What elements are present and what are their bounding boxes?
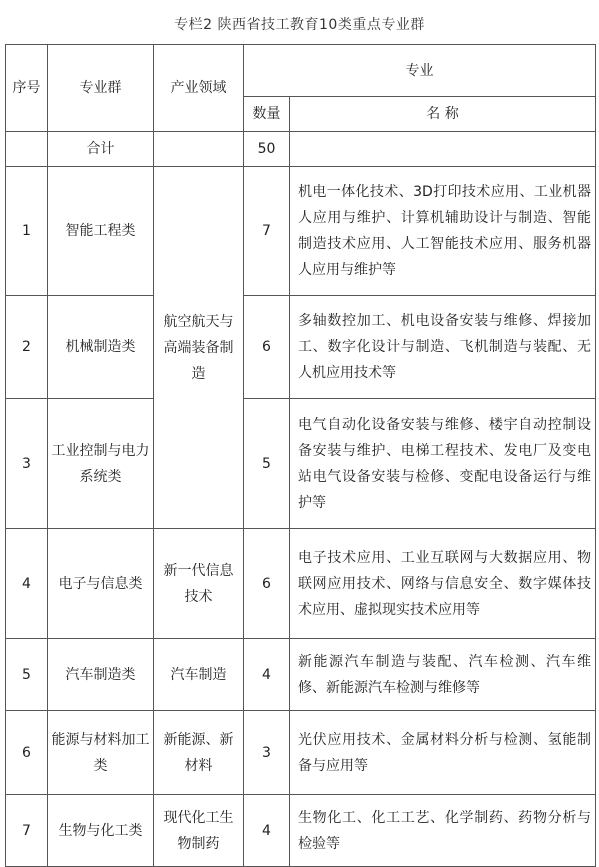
row-seq: 6 xyxy=(6,711,48,795)
row-seq: 2 xyxy=(6,296,48,399)
row-seq: 5 xyxy=(6,639,48,711)
row-group: 机械制造类 xyxy=(48,296,154,399)
header-row xyxy=(6,45,596,97)
row-count: 6 xyxy=(244,529,290,639)
row-field: 新一代信息技术 xyxy=(154,529,244,639)
row-count: 6 xyxy=(244,296,290,399)
header-count: 数量 xyxy=(244,97,290,132)
header-seq: 序号 xyxy=(6,45,48,132)
row-group: 能源与材料加工类 xyxy=(48,711,154,795)
total-field-empty xyxy=(154,132,244,167)
row-names: 电气自动化设备安装与维修、楼宇自动控制设备安装与维护、电梯工程技术、发电厂及变电站电气设备安装与检修、变配电设备运行与维护等 xyxy=(290,399,596,529)
row-seq: 7 xyxy=(6,795,48,867)
row-seq: 1 xyxy=(6,167,48,296)
row-field: 现代化工生物制药 xyxy=(154,795,244,867)
table-row xyxy=(6,795,596,867)
row-names: 多轴数控加工、机电设备安装与维修、焊接加工、数字化设计与制造、飞机制造与装配、无人机应用技术等 xyxy=(290,296,596,399)
row-group: 电子与信息类 xyxy=(48,529,154,639)
row-group: 工业控制与电力系统类 xyxy=(48,399,154,529)
merged-field-cell: 航空航天与高端装备制造 xyxy=(154,167,244,529)
row-count: 5 xyxy=(244,399,290,529)
row-names: 新能源汽车制造与装配、汽车检测、汽车维修、新能源汽车检测与维修等 xyxy=(290,639,596,711)
table-row xyxy=(6,167,596,296)
total-names-empty xyxy=(290,132,596,167)
table-row xyxy=(6,639,596,711)
row-group: 汽车制造类 xyxy=(48,639,154,711)
row-names: 电子技术应用、工业互联网与大数据应用、物联网应用技术、网络与信息安全、数字媒体技术应用、虚拟现实技术应用等 xyxy=(290,529,596,639)
row-field: 汽车制造 xyxy=(154,639,244,711)
header-group: 专业群 xyxy=(48,45,154,132)
total-row xyxy=(6,132,596,167)
table-row xyxy=(6,711,596,795)
header-field: 产业领域 xyxy=(154,45,244,132)
row-group: 生物与化工类 xyxy=(48,795,154,867)
row-group: 智能工程类 xyxy=(48,167,154,296)
row-field: 新能源、新材料 xyxy=(154,711,244,795)
row-count: 4 xyxy=(244,795,290,867)
header-names: 名 称 xyxy=(290,97,596,132)
header-major: 专业 xyxy=(244,45,596,97)
row-count: 4 xyxy=(244,639,290,711)
row-names: 生物化工、化工工艺、化学制药、药物分析与检验等 xyxy=(290,795,596,867)
row-names: 光伏应用技术、金属材料分析与检测、氢能制备与应用等 xyxy=(290,711,596,795)
total-count: 50 xyxy=(244,132,290,167)
total-label: 合计 xyxy=(48,132,154,167)
row-count: 3 xyxy=(244,711,290,795)
row-seq: 4 xyxy=(6,529,48,639)
total-seq-empty xyxy=(6,132,48,167)
row-names: 机电一体化技术、3D打印技术应用、工业机器人应用与维护、计算机辅助设计与制造、智能制造技术应用、人工智能技术应用、服务机器人应用与维护等 xyxy=(290,167,596,296)
table-row xyxy=(6,529,596,639)
row-count: 7 xyxy=(244,167,290,296)
table-row xyxy=(6,296,596,399)
specialty-groups-table xyxy=(5,44,596,867)
table-row xyxy=(6,399,596,529)
table-caption: 专栏2 陕西省技工教育10类重点专业群 xyxy=(174,17,425,33)
row-seq: 3 xyxy=(6,399,48,529)
